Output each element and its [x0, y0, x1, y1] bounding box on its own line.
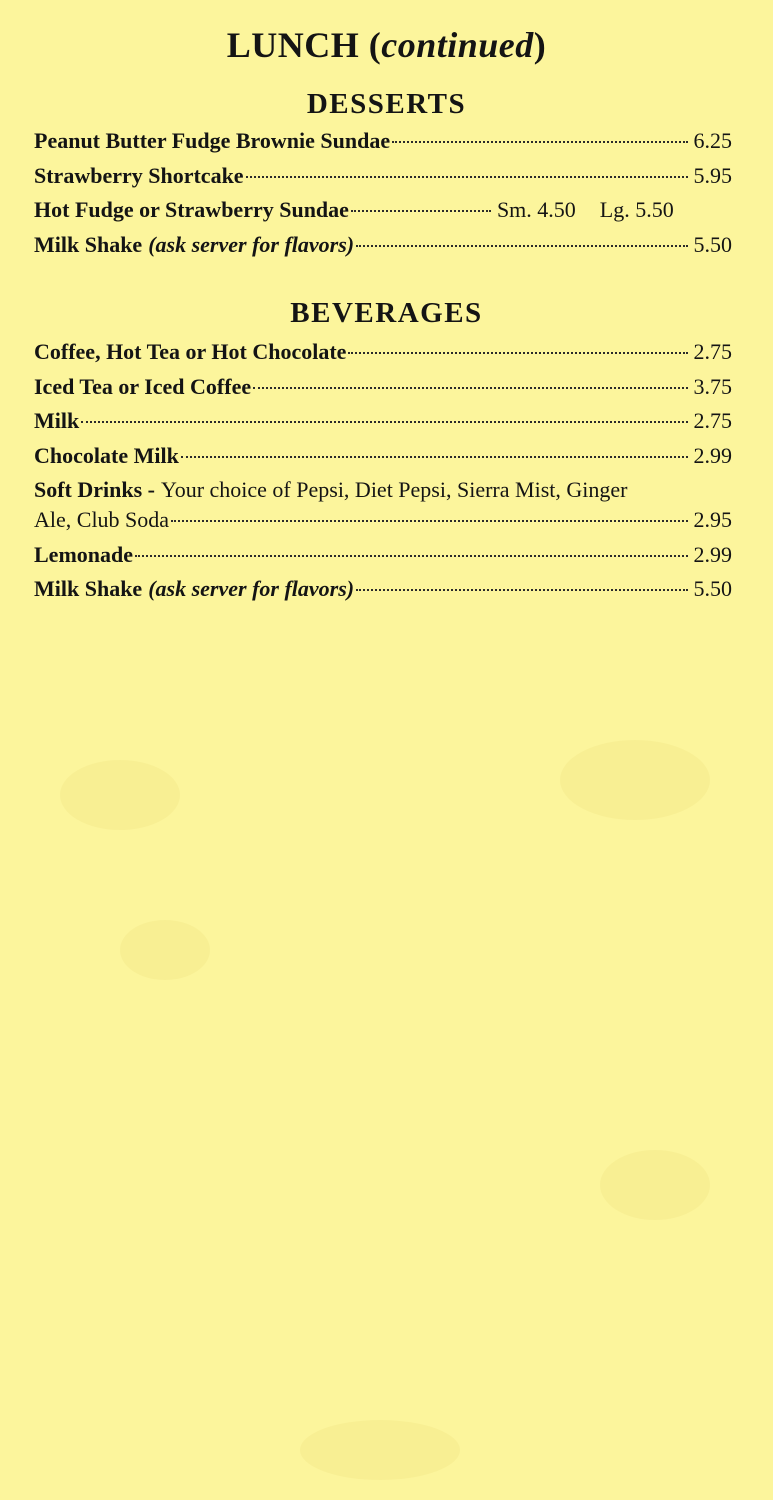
item-price: 5.95 — [693, 162, 732, 188]
item-description-continued: Ale, Club Soda — [34, 507, 170, 532]
menu-item — [34, 339, 732, 374]
dot-leader — [348, 352, 687, 354]
item-price: 5.50 — [693, 231, 732, 257]
dot-leader — [351, 210, 491, 212]
page-title-continued: continued — [381, 25, 534, 65]
desserts-list — [34, 128, 732, 266]
item-name: Strawberry Shortcake — [34, 162, 244, 188]
dot-leader — [356, 245, 687, 247]
dot-leader — [171, 520, 687, 522]
item-name: Coffee, Hot Tea or Hot Chocolate — [34, 339, 347, 364]
item-name: Hot Fudge or Strawberry Sundae — [34, 197, 349, 222]
item-name: Chocolate Milk — [34, 442, 179, 468]
paper-texture — [60, 760, 180, 830]
dot-leader — [246, 176, 688, 178]
item-price: 2.99 — [693, 541, 732, 567]
dot-leader — [181, 456, 688, 458]
menu-item-continued — [34, 507, 732, 542]
dot-leader — [392, 141, 687, 143]
item-name: Peanut Butter Fudge Brownie Sundae — [34, 128, 391, 153]
dot-leader — [356, 589, 687, 591]
paper-texture — [300, 1420, 460, 1480]
item-price: 5.50 — [693, 576, 732, 601]
paper-texture — [120, 920, 210, 980]
item-price: 2.95 — [693, 507, 732, 532]
item-price: 6.25 — [693, 128, 732, 153]
menu-item — [34, 443, 732, 478]
item-price: 3.75 — [693, 373, 732, 399]
dot-leader — [81, 421, 687, 423]
item-note: (ask server for flavors) — [148, 231, 355, 257]
menu-item — [34, 576, 732, 611]
page-title-close: ) — [533, 25, 547, 65]
item-price: 2.99 — [693, 442, 732, 468]
item-name: Lemonade — [34, 541, 133, 567]
menu-item — [34, 408, 732, 443]
item-name: Milk Shake — [34, 576, 143, 601]
beverages-list — [34, 339, 732, 611]
menu-item — [34, 232, 732, 267]
item-price-large: Lg. 5.50 — [599, 197, 674, 222]
desserts-heading: DESSERTS — [306, 88, 467, 120]
item-name: Milk Shake — [34, 231, 143, 257]
menu-item — [34, 542, 732, 577]
item-name: Soft Drinks - — [34, 477, 156, 502]
menu-item — [34, 197, 732, 232]
paper-texture — [600, 1150, 710, 1220]
page-title — [0, 24, 773, 66]
menu-item — [34, 163, 732, 198]
menu-item — [34, 374, 732, 409]
menu-item — [34, 477, 732, 507]
item-price-small: Sm. 4.50 — [496, 197, 576, 222]
menu-item — [34, 128, 732, 163]
beverages-heading: BEVERAGES — [290, 297, 483, 329]
item-price: 2.75 — [693, 339, 732, 364]
item-note: (ask server for flavors) — [148, 576, 355, 601]
dot-leader — [135, 555, 688, 557]
dot-leader — [253, 387, 687, 389]
paper-texture — [560, 740, 710, 820]
item-name: Iced Tea or Iced Coffee — [34, 373, 252, 399]
item-description: Your choice of Pepsi, Diet Pepsi, Sierra Mist, Ginger — [161, 477, 628, 502]
page-title-main: LUNCH ( — [226, 25, 382, 65]
item-name: Milk — [34, 408, 80, 433]
item-price: 2.75 — [693, 408, 732, 433]
